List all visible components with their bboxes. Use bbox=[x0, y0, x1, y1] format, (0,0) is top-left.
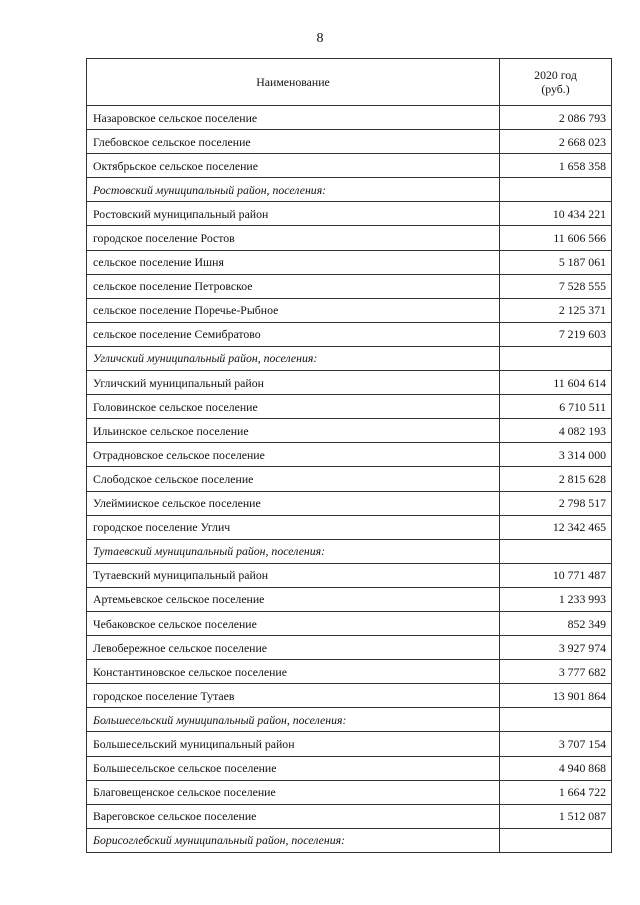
row-value: 13 901 864 bbox=[500, 684, 612, 708]
row-value: 2 125 371 bbox=[500, 298, 612, 322]
table-row bbox=[87, 684, 612, 708]
row-value: 6 710 511 bbox=[500, 395, 612, 419]
table-row bbox=[87, 636, 612, 660]
row-name: сельское поселение Семибратово bbox=[87, 322, 500, 346]
table-row bbox=[87, 563, 612, 587]
table-row bbox=[87, 419, 612, 443]
row-value bbox=[500, 708, 612, 732]
table-row bbox=[87, 322, 612, 346]
row-name: Тутаевский муниципальный район, поселения: bbox=[87, 539, 500, 563]
row-value bbox=[500, 178, 612, 202]
row-value: 10 434 221 bbox=[500, 202, 612, 226]
row-value: 3 777 682 bbox=[500, 660, 612, 684]
row-value: 7 528 555 bbox=[500, 274, 612, 298]
table-row bbox=[87, 298, 612, 322]
row-name: Ростовский муниципальный район, поселения: bbox=[87, 178, 500, 202]
row-name: Угличский муниципальный район bbox=[87, 371, 500, 395]
row-name: Ильинское сельское поселение bbox=[87, 419, 500, 443]
column-header-name: Наименование bbox=[87, 59, 500, 106]
row-name: сельское поселение Петровское bbox=[87, 274, 500, 298]
row-name: Благовещенское сельское поселение bbox=[87, 780, 500, 804]
row-name: городское поселение Углич bbox=[87, 515, 500, 539]
row-name: Отрадновское сельское поселение bbox=[87, 443, 500, 467]
table-row bbox=[87, 226, 612, 250]
row-name: Константиновское сельское поселение bbox=[87, 660, 500, 684]
row-name: Левобережное сельское поселение bbox=[87, 636, 500, 660]
section-header-row bbox=[87, 828, 612, 852]
table-row bbox=[87, 274, 612, 298]
row-name: Большесельский муниципальный район, поселения: bbox=[87, 708, 500, 732]
row-value bbox=[500, 346, 612, 370]
row-value: 5 187 061 bbox=[500, 250, 612, 274]
table-row bbox=[87, 587, 612, 611]
row-value: 11 606 566 bbox=[500, 226, 612, 250]
section-header-row bbox=[87, 539, 612, 563]
table-row bbox=[87, 611, 612, 635]
column-header-year: 2020 год (руб.) bbox=[500, 59, 612, 106]
row-name: Большесельский муниципальный район bbox=[87, 732, 500, 756]
row-value: 12 342 465 bbox=[500, 515, 612, 539]
section-header-row bbox=[87, 708, 612, 732]
table-body bbox=[87, 59, 612, 853]
table-row bbox=[87, 515, 612, 539]
row-name: Слободское сельское поселение bbox=[87, 467, 500, 491]
table-header-row bbox=[87, 59, 612, 106]
row-value: 852 349 bbox=[500, 611, 612, 635]
row-value: 1 664 722 bbox=[500, 780, 612, 804]
row-name: Большесельское сельское поселение bbox=[87, 756, 500, 780]
row-value: 3 927 974 bbox=[500, 636, 612, 660]
row-name: Тутаевский муниципальный район bbox=[87, 563, 500, 587]
row-value: 2 798 517 bbox=[500, 491, 612, 515]
row-value: 10 771 487 bbox=[500, 563, 612, 587]
row-name: сельское поселение Ишня bbox=[87, 250, 500, 274]
row-value: 1 512 087 bbox=[500, 804, 612, 828]
section-header-row bbox=[87, 346, 612, 370]
row-value bbox=[500, 828, 612, 852]
row-value: 2 086 793 bbox=[500, 106, 612, 130]
row-value: 2 668 023 bbox=[500, 130, 612, 154]
table-row bbox=[87, 804, 612, 828]
row-value: 1 658 358 bbox=[500, 154, 612, 178]
row-name: Назаровское сельское поселение bbox=[87, 106, 500, 130]
table-row bbox=[87, 491, 612, 515]
budget-table bbox=[86, 58, 612, 853]
table-row bbox=[87, 154, 612, 178]
table-row bbox=[87, 106, 612, 130]
table-row bbox=[87, 467, 612, 491]
row-name: Борисоглебский муниципальный район, поселения: bbox=[87, 828, 500, 852]
table-row bbox=[87, 780, 612, 804]
table-row bbox=[87, 250, 612, 274]
row-name: Улеймииское сельское поселение bbox=[87, 491, 500, 515]
table-row bbox=[87, 756, 612, 780]
table-row bbox=[87, 371, 612, 395]
row-value: 4 940 868 bbox=[500, 756, 612, 780]
row-name: Октябрьское сельское поселение bbox=[87, 154, 500, 178]
row-value: 2 815 628 bbox=[500, 467, 612, 491]
row-name: Ростовский муниципальный район bbox=[87, 202, 500, 226]
row-value: 1 233 993 bbox=[500, 587, 612, 611]
table-row bbox=[87, 660, 612, 684]
section-header-row bbox=[87, 178, 612, 202]
table-row bbox=[87, 732, 612, 756]
row-name: Головинское сельское поселение bbox=[87, 395, 500, 419]
row-value: 11 604 614 bbox=[500, 371, 612, 395]
row-name: Артемьевское сельское поселение bbox=[87, 587, 500, 611]
row-name: Глебовское сельское поселение bbox=[87, 130, 500, 154]
table-row bbox=[87, 202, 612, 226]
row-value: 3 707 154 bbox=[500, 732, 612, 756]
row-name: Вареговское сельское поселение bbox=[87, 804, 500, 828]
row-name: Угличский муниципальный район, поселения: bbox=[87, 346, 500, 370]
row-value bbox=[500, 539, 612, 563]
row-name: Чебаковское сельское поселение bbox=[87, 611, 500, 635]
row-name: сельское поселение Поречье-Рыбное bbox=[87, 298, 500, 322]
row-value: 4 082 193 bbox=[500, 419, 612, 443]
row-value: 7 219 603 bbox=[500, 322, 612, 346]
page-number: 8 bbox=[316, 31, 324, 46]
table-row bbox=[87, 395, 612, 419]
row-name: городское поселение Тутаев bbox=[87, 684, 500, 708]
table-row bbox=[87, 130, 612, 154]
table-row bbox=[87, 443, 612, 467]
row-value: 3 314 000 bbox=[500, 443, 612, 467]
row-name: городское поселение Ростов bbox=[87, 226, 500, 250]
